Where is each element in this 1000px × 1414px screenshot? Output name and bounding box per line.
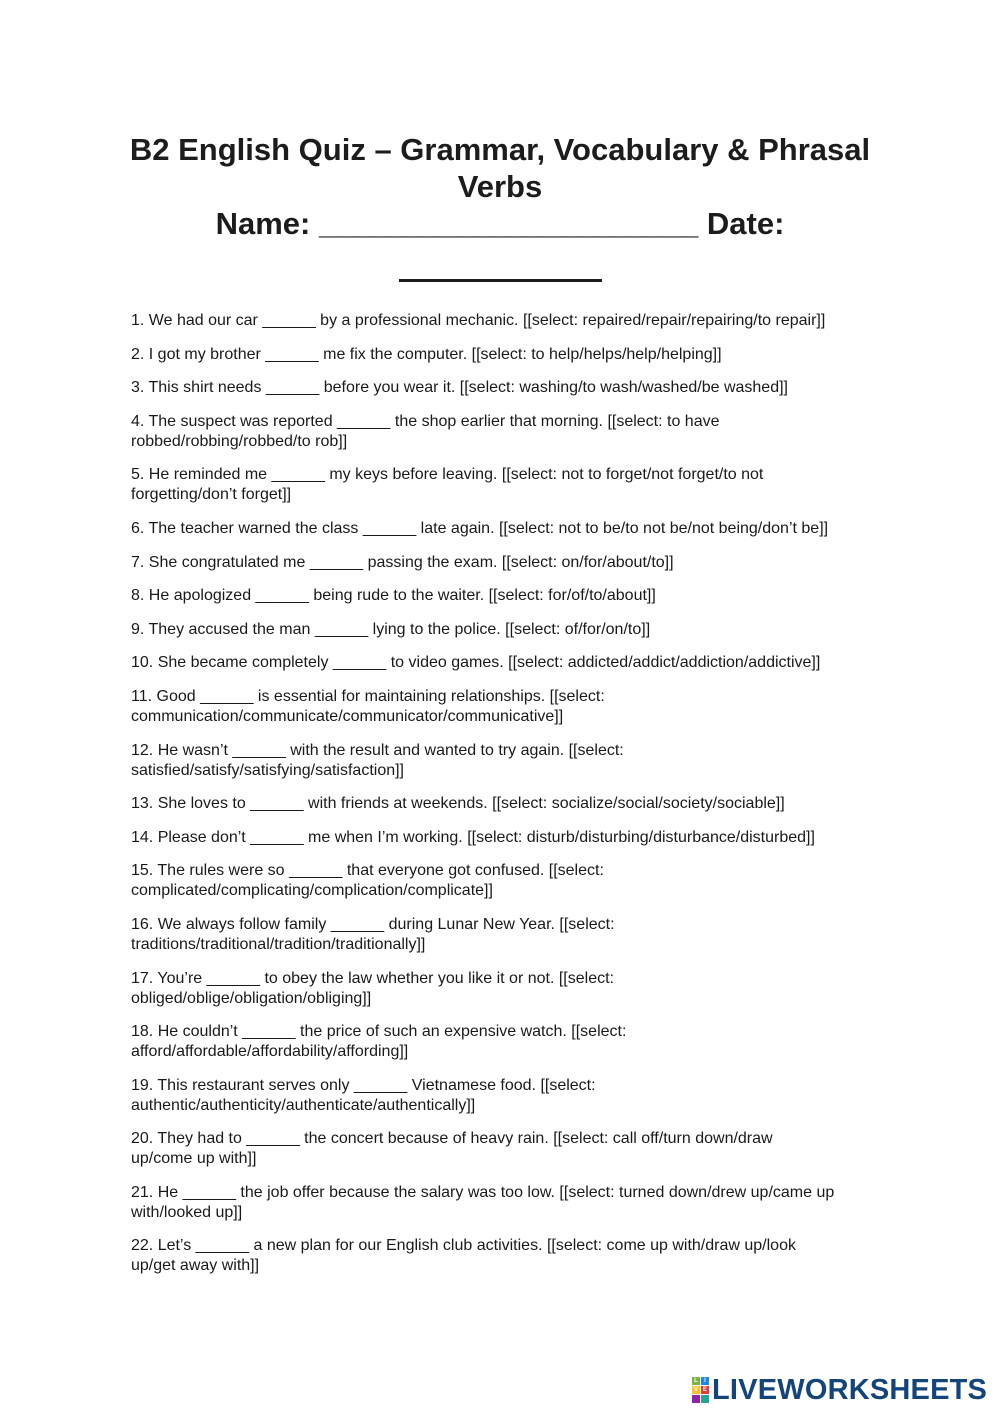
question-item: [131, 1236, 876, 1276]
date-blank-line: [100, 242, 900, 282]
question-text-line-2: authentic/authenticity/authenticate/authentically]]: [131, 1096, 476, 1114]
question-list: [131, 311, 876, 1290]
question-item: [131, 828, 876, 848]
question-item: [131, 620, 876, 640]
question-text-line-1: 20. They had to ______ the concert because of heavy rain. [[select: call off/turn down/draw: [131, 1130, 773, 1148]
question-text-line-1: 14. Please don’t ______ me when I’m working. [[select: disturb/disturbing/disturbance/disturbed]]: [131, 828, 815, 846]
question-text-line-1: 19. This restaurant serves only ______ Vietnamese food. [[select:: [131, 1076, 596, 1094]
question-text-line-2: communication/communicate/communicator/communicative]]: [131, 707, 564, 725]
question-text-line-2: afford/affordable/affordability/affording]]: [131, 1043, 409, 1061]
question-text-line-1: 22. Let’s ______ a new plan for our English club activities. [[select: come up with/draw up/look: [131, 1237, 796, 1255]
question-text-line-1: 15. The rules were so ______ that everyone got confused. [[select:: [131, 862, 604, 880]
liveworksheets-logo-icon: [692, 1377, 709, 1403]
liveworksheets-logo: [692, 1375, 987, 1405]
question-text-line-2: satisfied/satisfy/satisfying/satisfaction]]: [131, 761, 404, 779]
question-text-line-2: traditions/traditional/tradition/traditionally]]: [131, 935, 426, 953]
question-text-line-1: 9. They accused the man ______ lying to the police. [[select: of/for/on/to]]: [131, 620, 651, 638]
logo-square: E: [702, 1387, 707, 1393]
question-text-line-1: 11. Good ______ is essential for maintaining relationships. [[select:: [131, 687, 605, 705]
question-item: [131, 465, 876, 505]
question-item: [131, 412, 876, 452]
question-text-line-1: 1. We had our car ______ by a professional mechanic. [[select: repaired/repair/repairing/to repair]]: [131, 312, 826, 329]
page-title-line-2: Verbs: [457, 169, 543, 204]
question-item: [131, 1076, 876, 1116]
question-text-line-1: 13. She loves to ______ with friends at weekends. [[select: socialize/social/society/sociable]]: [131, 795, 785, 813]
date-blank-rule: [399, 279, 602, 282]
logo-square: [692, 1395, 700, 1403]
question-text-line-2: up/get away with]]: [131, 1257, 260, 1275]
question-text-line-2: obliged/oblige/obligation/obliging]]: [131, 989, 372, 1007]
question-text-line-1: 16. We always follow family ______ during Lunar New Year. [[select:: [131, 915, 615, 933]
question-text-line-1: 5. He reminded me ______ my keys before leaving. [[select: not to forget/not forget/to not: [131, 466, 764, 484]
question-item: [131, 553, 876, 573]
question-text-line-1: 7. She congratulated me ______ passing the exam. [[select: on/for/about/to]]: [131, 553, 674, 571]
question-item: [131, 687, 876, 727]
question-item: [131, 1129, 876, 1169]
question-item: [131, 1022, 876, 1062]
question-item: [131, 861, 876, 901]
question-item: [131, 969, 876, 1009]
worksheet-header: [100, 131, 900, 282]
question-item: [131, 311, 876, 331]
question-item: [131, 519, 876, 539]
question-item: [131, 794, 876, 814]
question-item: [131, 378, 876, 398]
question-text-line-2: forgetting/don’t forget]]: [131, 486, 292, 504]
logo-square: I: [701, 1377, 709, 1385]
question-text-line-1: 8. He apologized ______ being rude to the waiter. [[select: for/of/to/about]]: [131, 587, 656, 605]
question-text-line-1: 2. I got my brother ______ me fix the computer. [[select: to help/helps/help/helping]]: [131, 345, 722, 363]
logo-square: L: [692, 1377, 700, 1385]
question-item: [131, 1183, 876, 1223]
question-item: [131, 586, 876, 606]
question-text-line-2: robbed/robbing/robbed/to rob]]: [131, 432, 348, 450]
question-text-line-1: 18. He couldn’t ______ the price of such an expensive watch. [[select:: [131, 1023, 627, 1041]
question-text-line-2: complicated/complicating/complication/complicate]]: [131, 882, 493, 900]
question-text-line-1: 4. The suspect was reported ______ the shop earlier that morning. [[select: to have: [131, 412, 720, 430]
question-item: [131, 653, 876, 673]
logo-text: LIVEWORKSHEETS: [712, 1373, 988, 1406]
question-item: [131, 345, 876, 365]
page-title-line-1: B2 English Quiz – Grammar, Vocabulary & Phrasal: [129, 132, 871, 167]
question-item: [131, 741, 876, 781]
logo-square: V: [693, 1387, 698, 1393]
question-text-line-1: 12. He wasn’t ______ with the result and wanted to try again. [[select:: [131, 741, 624, 759]
name-date-line: Name: ______________________ Date:: [215, 206, 785, 241]
question-text-line-1: 6. The teacher warned the class ______ late again. [[select: not to be/to not be/not being/don’t be]]: [131, 519, 829, 537]
question-text-line-1: 17. You’re ______ to obey the law whether you like it or not. [[select:: [131, 969, 614, 987]
question-text-line-2: with/looked up]]: [131, 1203, 243, 1221]
date-blank-text: [100, 242, 101, 243]
question-text-line-2: up/come up with]]: [131, 1150, 257, 1168]
question-item: [131, 915, 876, 955]
logo-square: [701, 1395, 709, 1403]
question-text-line-1: 3. This shirt needs ______ before you wear it. [[select: washing/to wash/washed/be washed]]: [131, 379, 788, 397]
question-text-line-1: 10. She became completely ______ to video games. [[select: addicted/addict/addiction/addictive]]: [131, 654, 821, 672]
question-text-line-1: 21. He ______ the job offer because the salary was too low. [[select: turned down/drew up/came up: [131, 1183, 835, 1201]
